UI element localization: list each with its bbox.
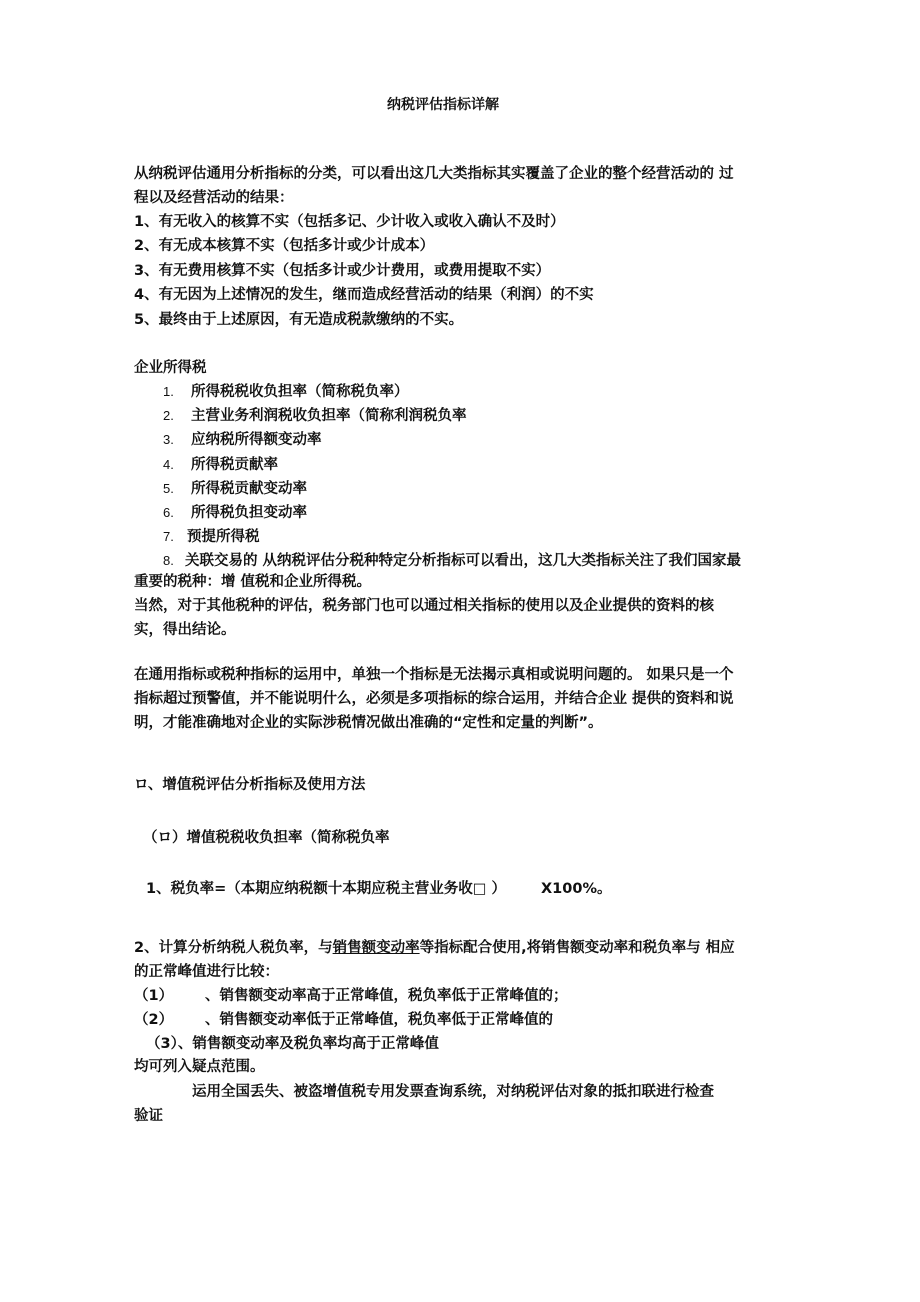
usage-line-1: 在通用指标或税种指标的运用中，单独一个指标是无法揭示真相或说明问题的。 如果只是一个 — [134, 667, 734, 683]
sales-change-rate-link: 销售额变动率 — [332, 940, 420, 956]
vat-formula: 1、税负率=（本期应纳税额十本期应税主营业务收□ ） — [146, 881, 506, 897]
eit-heading: 企业所得税 — [134, 360, 207, 376]
eit-list-item: 4. 所得税贡献率 — [163, 457, 278, 473]
vat-calc-line-2: 的正常峰值进行比较： — [134, 964, 279, 980]
vat-conclusion: 均可列入疑点范围。 — [134, 1059, 265, 1075]
eit-list-item: 7. 预提所得税 — [163, 529, 260, 545]
vat-heading: ロ、增值税评估分析指标及使用方法 — [134, 777, 366, 793]
vat-check-line-1: 运用全国丢失、被盗增值税专用发票查询系统，对纳税评估对象的抵扣联进行检查 — [192, 1084, 714, 1100]
vat-case-1-num: （1） — [134, 988, 174, 1004]
usage-line-3: 明，才能准确地对企业的实际涉税情况做出准确的“定性和定量的判断”。 — [134, 715, 603, 731]
intro-line-2: 程以及经营活动的结果： — [134, 190, 294, 206]
vat-case-2-num: （2） — [134, 1012, 174, 1028]
intro-item-4: 4、有无因为上述情况的发生，继而造成经营活动的结果（利润）的不实 — [134, 287, 594, 303]
eit-list-item: 8. 关联交易的 从纳税评估分税种特定分析指标可以看出，这几大类指标关注了我们国家最 — [163, 553, 742, 569]
vat-case-3: （3）、销售额变动率及税负率均高于正常峰值 — [146, 1036, 439, 1052]
vat-check-line-2: 验证 — [134, 1108, 163, 1124]
vat-subheading: （ロ）增值税税收负担率（简称税负率 — [143, 830, 390, 846]
eit-continuation: 重要的税种：增 值税和企业所得税。 — [134, 574, 372, 590]
intro-item-3: 3、有无费用核算不实（包括多计或少计费用，或费用提取不实） — [134, 263, 551, 279]
eit-paragraph-line-2: 实，得出结论。 — [134, 622, 236, 638]
eit-list-item: 2. 主营业务利润税收负担率（简称利润税负率 — [163, 408, 467, 424]
eit-list-item: 1. 所得税税收负担率（简称税负率） — [163, 384, 409, 400]
eit-list-item: 5. 所得税贡献变动率 — [163, 481, 307, 497]
intro-line-1: 从纳税评估通用分析指标的分类，可以看出这几大类指标其实覆盖了企业的整个经营活动的 过 — [134, 166, 734, 182]
vat-calc-line-1: 2、计算分析纳税人税负率，与销售额变动率等指标配合使用,将销售额变动率和税负率与 相应 — [134, 940, 735, 956]
intro-item-1: 1、有无收入的核算不实（包括多记、少计收入或收入确认不及时） — [134, 214, 565, 230]
intro-item-2: 2、有无成本核算不实（包括多计或少计成本） — [134, 238, 435, 254]
eit-list-item: 3. 应纳税所得额变动率 — [163, 432, 322, 448]
vat-case-2: 、销售额变动率低于正常峰值，税负率低于正常峰值的 — [205, 1012, 553, 1028]
usage-line-2: 指标超过预警值，并不能说明什么，必须是多项指标的综合运用，并结合企业 提供的资料和说 — [134, 691, 734, 707]
intro-item-5: 5、最终由于上述原因，有无造成税款缴纳的不实。 — [134, 312, 464, 328]
eit-list-item: 6. 所得税负担变动率 — [163, 505, 307, 521]
page-title: 纳税评估指标详解 — [387, 97, 499, 113]
vat-formula-tail: X100%。 — [541, 881, 612, 897]
eit-paragraph-line-1: 当然，对于其他税种的评估，税务部门也可以通过相关指标的使用以及企业提供的资料的核 — [134, 598, 714, 614]
vat-case-1: 、销售额变动率高于正常峰值，税负率低于正常峰值的； — [205, 988, 568, 1004]
